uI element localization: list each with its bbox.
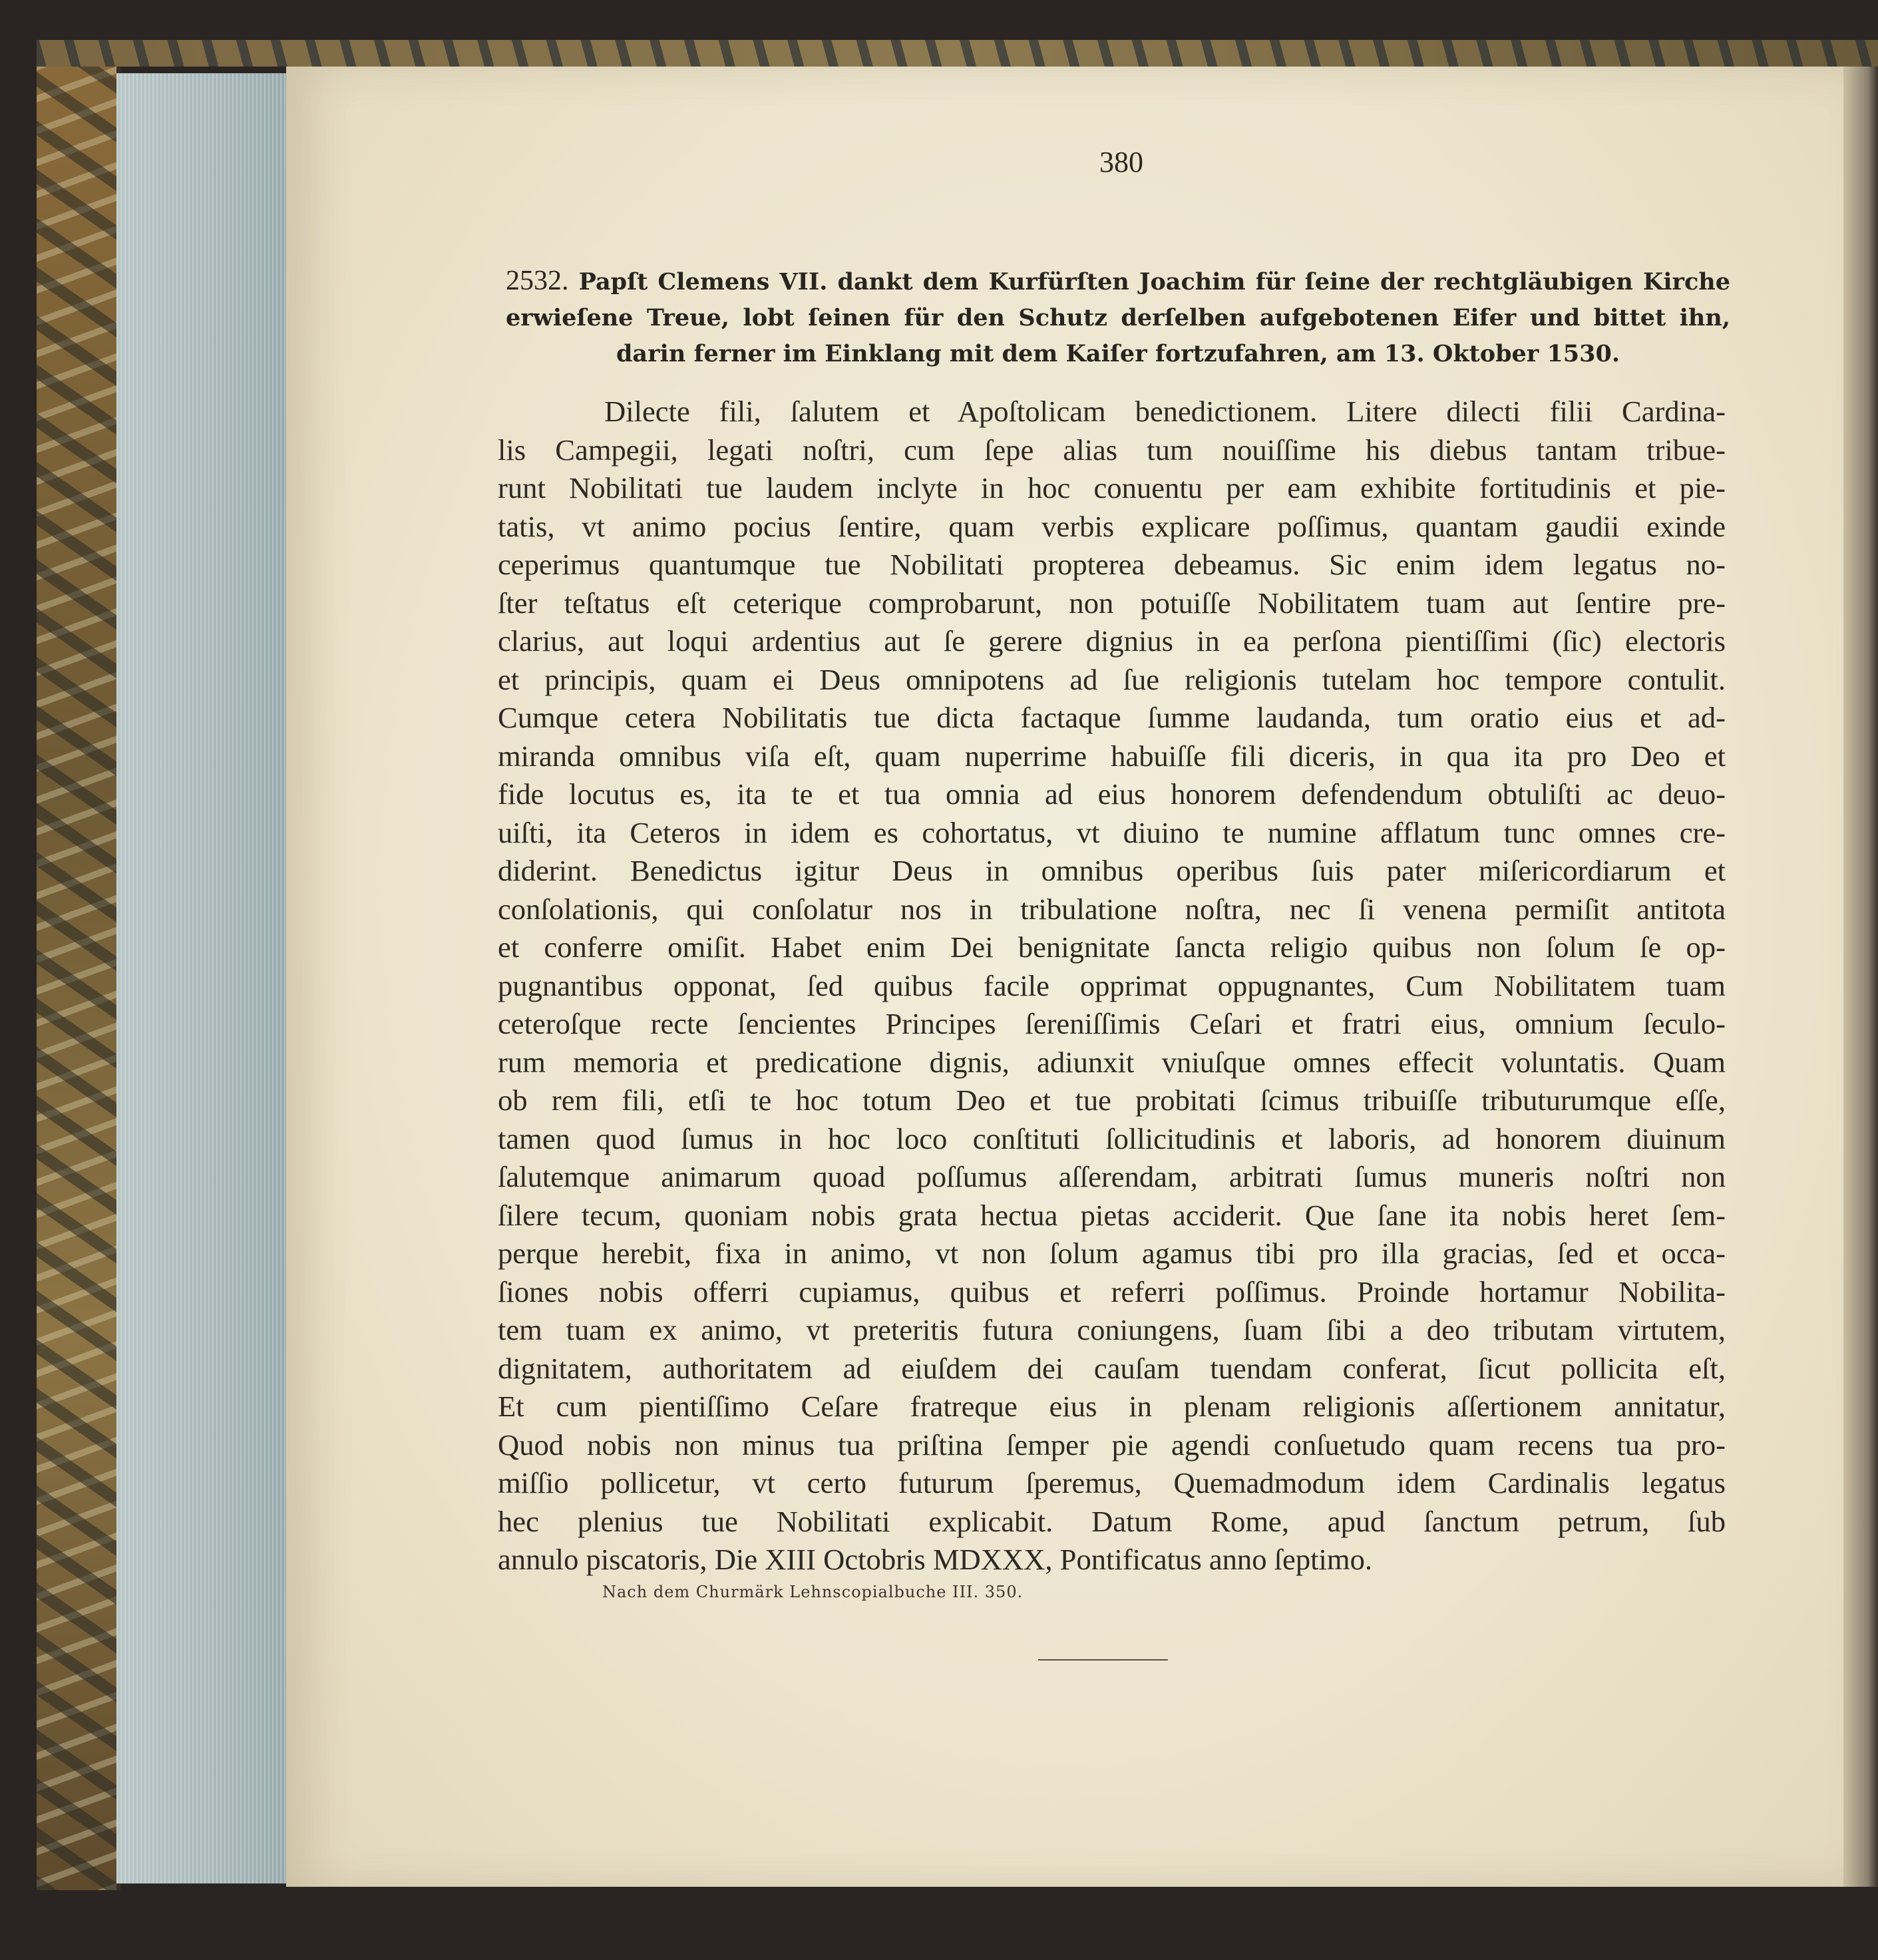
- body-line: tamen quod ſumus in hoc loco conſtituti ſollicitudinis et laboris, ad honorem diuinum: [498, 1121, 1726, 1155]
- section-divider: [1038, 1659, 1168, 1661]
- body-line: Dilecte fili, ſalutem et Apoſtolicam benedictionem. Litere dilecti filii Cardina-: [604, 395, 1726, 428]
- body-line: ceperimus quantumque tue Nobilitati propterea debeamus. Sic enim idem legatus no-: [498, 548, 1726, 581]
- body-line: ſiones nobis offerri cupiamus, quibus et referri poſſimus. Proinde hortamur Nobilita-: [498, 1274, 1726, 1308]
- source-note: Nach dem Churmärk Lehnscopialbuche III. 350.: [602, 1583, 1024, 1601]
- body-line: miſſio pollicetur, vt certo futurum ſperemus, Quemadmodum idem Cardinalis legatus: [498, 1466, 1726, 1499]
- body-line: ſilere tecum, quoniam nobis grata hectua pietas acciderit. Que ſane ita nobis heret ſem-: [498, 1198, 1726, 1232]
- body-line: ob rem fili, etſi te hoc totum Deo et tue probitati ſcimus tribuiſſe tributurumque eſſe,: [498, 1083, 1726, 1117]
- body-line: miranda omnibus viſa eſt, quam nuperrime habuiſſe fili diceris, in qua ita pro Deo et: [498, 739, 1726, 773]
- body-line: clarius, aut loqui ardentius aut ſe gerere dignius in ea perſona pientiſſimi (ſic) electoris: [498, 624, 1726, 658]
- body-line: lis Campegii, legati noſtri, cum ſepe alias tum nouiſſime his diebus tantam tribue-: [498, 433, 1726, 467]
- body-line: et principis, quam ei Deus omnipotens ad ſue religionis tutelam hoc tempore contulit.: [498, 662, 1726, 696]
- book-cover-top-edge: [37, 40, 1878, 67]
- body-line: tatis, vt animo pocius ſentire, quam verbis explicare poſſimus, quantam gaudii exinde: [498, 509, 1726, 543]
- heading-text: Papſt Clemens VII. dankt dem Kurfürſten Joachim für ſeine der rechtgläubigen Kirche erwieſene Treue, lobt ſeinen für den Schutz derſelben aufgebotenen Eifer und bittet ihn, darin ferner im Einklang mit dem Kaiſer fortzufahren, am 13. Oktober 1530.: [506, 268, 1731, 367]
- body-line: et conferre omiſit. Habet enim Dei benignitate ſancta religio quibus non ſolum ſe op-: [498, 930, 1726, 964]
- body-line: hec plenius tue Nobilitati explicabit. Datum Rome, apud ſanctum petrum, ſub: [498, 1504, 1726, 1538]
- page-number: 380: [1099, 146, 1143, 178]
- body-line: annulo piscatoris, Die XIII Octobris MDXXX, Pontificatus anno ſeptimo.: [498, 1543, 1373, 1576]
- body-line: uiſti, ita Ceteros in idem es cohortatus, vt diuino te numine afflatum tunc omnes cre-: [498, 815, 1726, 849]
- body-line: ſter teſtatus eſt ceterique comprobarunt, non potuiſſe Nobilitatem tuam aut ſentire pre-: [498, 586, 1726, 620]
- page-fore-edge: [116, 73, 286, 1883]
- body-line: ſalutemque animarum quoad poſſumus aſſerendam, arbitrati ſumus muneris noſtri non: [498, 1160, 1726, 1193]
- book-cover-marbled: [37, 40, 120, 1890]
- body-line: tem tuam ex animo, vt preteritis futura coniungens, ſuam ſibi a deo tributam virtutem,: [498, 1313, 1726, 1346]
- body-line: Quod nobis non minus tua priſtina ſemper pie agendi conſuetudo quam recens tua pro-: [498, 1428, 1726, 1462]
- body-line: Et cum pientiſſimo Ceſare fratreque eius in plenam religionis aſſertionem annitatur,: [498, 1390, 1726, 1423]
- body-line: Cumque cetera Nobilitatis tue dicta factaque ſumme laudanda, tum oratio eius et ad-: [498, 701, 1726, 734]
- document-number: 2532.: [506, 266, 569, 296]
- body-line: fide locutus es, ita te et tua omnia ad eius honorem defendendum obtuliſti ac deuo-: [498, 777, 1726, 811]
- body-line: rum memoria et predicatione dignis, adiunxit vniuſque omnes effecit voluntatis. Quam: [498, 1045, 1726, 1079]
- letter-body: [498, 393, 1726, 1579]
- body-line: ceteroſque recte ſencientes Principes ſereniſſimis Ceſari et fratri eius, omnium ſeculo-: [498, 1007, 1726, 1040]
- body-line: conſolationis, qui conſolatur nos in tribulatione noſtra, nec ſi venena permiſit antitota: [498, 892, 1726, 926]
- body-line: pugnantibus opponat, ſed quibus facile opprimat oppugnantes, Cum Nobilitatem tuam: [498, 968, 1726, 1002]
- body-line: runt Nobilitati tue laudem inclyte in hoc conuentu per eam exhibite fortitudinis et pie-: [498, 471, 1726, 504]
- body-line: dignitatem, authoritatem ad eiuſdem dei cauſam tuendam conferat, ſicut pollicita eſt,: [498, 1351, 1726, 1385]
- body-line: diderint. Benedictus igitur Deus in omnibus operibus ſuis pater miſericordiarum et: [498, 854, 1726, 887]
- document-heading: [506, 263, 1730, 372]
- body-line: perque herebit, fixa in animo, vt non ſolum agamus tibi pro illa gracias, ſed et occa-: [498, 1237, 1726, 1270]
- next-page-edge: [1843, 67, 1878, 1887]
